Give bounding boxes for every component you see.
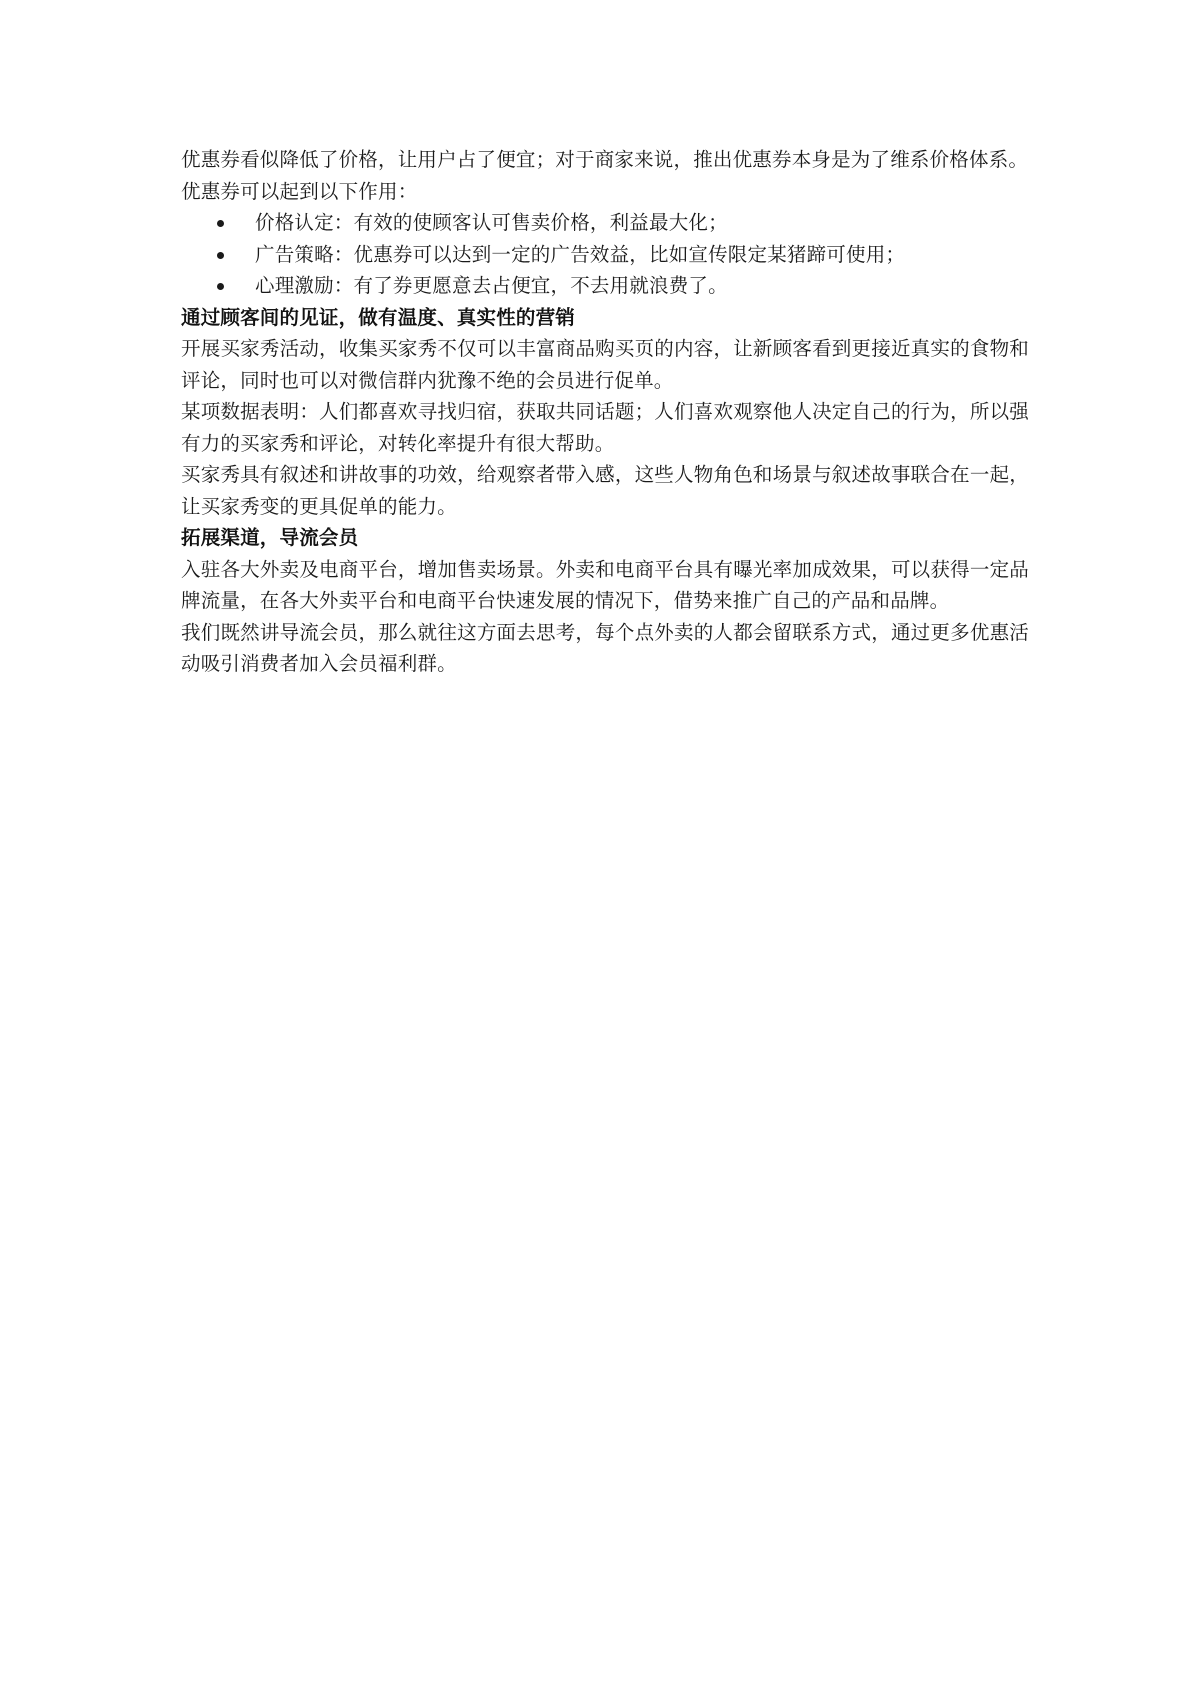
list-item bbox=[217, 270, 1029, 302]
list-item bbox=[217, 239, 1029, 271]
document-body bbox=[181, 144, 1029, 680]
bullet-icon bbox=[217, 252, 224, 259]
bullet-icon bbox=[217, 283, 224, 290]
list-item-text: 价格认定：有效的使顾客认可售卖价格，利益最大化； bbox=[255, 211, 728, 234]
coupon-benefits-list bbox=[181, 207, 1029, 302]
section2-paragraph-1: 入驻各大外卖及电商平台，增加售卖场景。外卖和电商平台具有曝光率加成效果，可以获得一定品牌流量，在各大外卖平台和电商平台快速发展的情况下，借势来推广自己的产品和品牌。 bbox=[181, 557, 1029, 612]
list-item-text: 广告策略：优惠券可以达到一定的广告效益，比如宣传限定某猪蹄可使用； bbox=[255, 242, 906, 266]
section1-paragraph-1: 开展买家秀活动，收集买家秀不仅可以丰富商品购买页的内容，让新顾客看到更接近真实的食物和评论，同时也可以对微信群内犹豫不绝的会员进行促单。 bbox=[181, 337, 1029, 392]
section-heading-testimonials: 通过顾客间的见证，做有温度、真实性的营销 bbox=[181, 305, 576, 329]
section1-paragraph-3: 买家秀具有叙述和讲故事的功效，给观察者带入感，这些人物角色和场景与叙述故事联合在一起，让买家秀变的更具促单的能力。 bbox=[181, 463, 1029, 518]
list-item bbox=[217, 207, 1029, 239]
section-heading-channels: 拓展渠道，导流会员 bbox=[181, 526, 359, 549]
bullet-icon bbox=[217, 220, 224, 227]
intro-paragraph-1: 优惠券看似降低了价格，让用户占了便宜；对于商家来说，推出优惠券本身是为了维系价格体系。 bbox=[181, 148, 1029, 171]
section2-paragraph-2: 我们既然讲导流会员，那么就往这方面去思考，每个点外卖的人都会留联系方式，通过更多优惠活动吸引消费者加入会员福利群。 bbox=[181, 620, 1029, 675]
section1-paragraph-2: 某项数据表明：人们都喜欢寻找归宿，获取共同话题；人们喜欢观察他人决定自己的行为，所以强有力的买家秀和评论，对转化率提升有很大帮助。 bbox=[181, 400, 1029, 455]
intro-paragraph-2: 优惠券可以起到以下作用： bbox=[181, 179, 418, 203]
list-item-text: 心理激励：有了券更愿意去占便宜，不去用就浪费了。 bbox=[255, 274, 728, 297]
